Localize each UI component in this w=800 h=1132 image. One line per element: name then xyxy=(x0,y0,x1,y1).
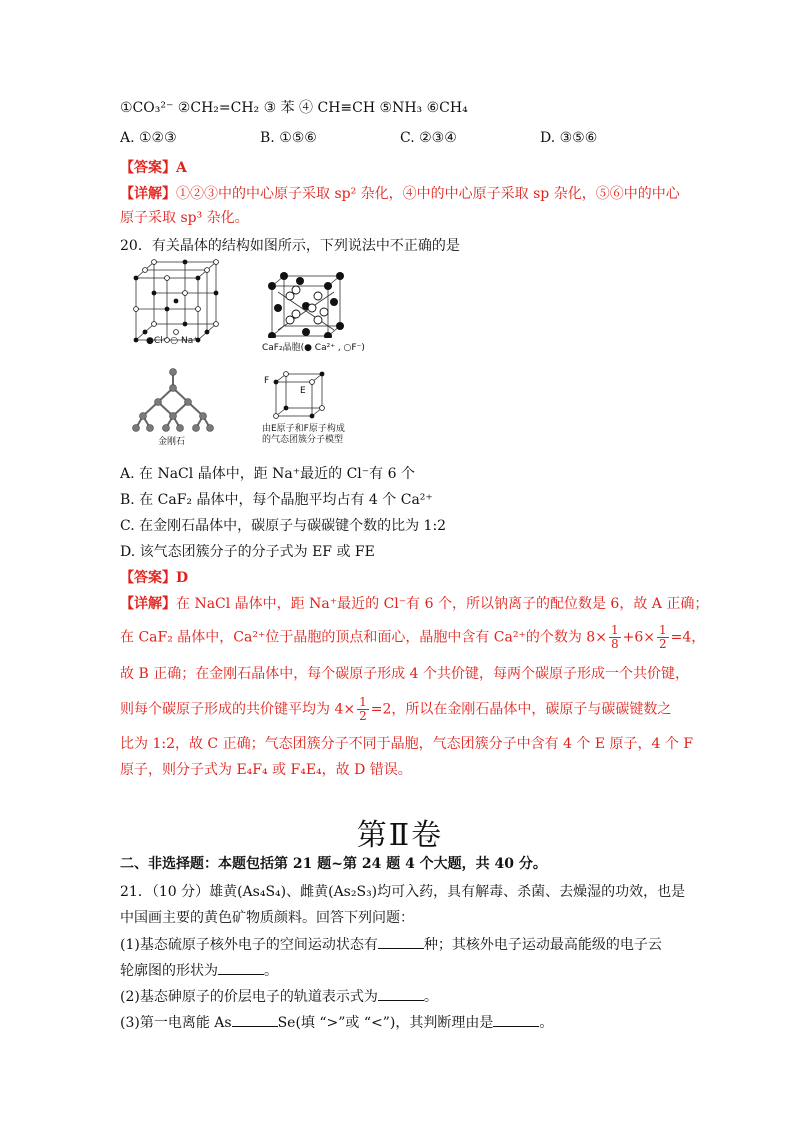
q21-part1-line1 xyxy=(120,934,662,955)
cluster-molecule-figure xyxy=(266,370,328,420)
question-text: (1)基态硫原子核外电子的空间运动状态有 xyxy=(120,937,378,953)
question-text: 种；其核外电子运动最高能级的电子云 xyxy=(423,937,662,953)
q21-part3 xyxy=(120,1012,553,1033)
fraction xyxy=(657,624,669,651)
q20-option-c: C. 在金刚石晶体中，碳原子与碳碳键个数的比为 1:2 xyxy=(120,518,447,534)
cluster-caption xyxy=(262,424,345,446)
answer-blank xyxy=(218,960,264,975)
question-text: (3)第一电离能 As xyxy=(120,1015,232,1031)
q21-stem-line1: 21．（10 分）雄黄(As₄S₄)、雌黄(As₂S₃)均可入药，具有解毒、杀菌、去燥湿的功效，也是 xyxy=(120,884,686,900)
q20-detail-line3: 故 B 正确；在金刚石晶体中，每个碳原子形成 4 个共价键，每两个碳原子形成一个共价键， xyxy=(120,666,689,682)
q20-detail-line1 xyxy=(120,594,708,614)
q21-part1-line2 xyxy=(120,960,278,981)
cluster-label-f: F xyxy=(264,376,270,386)
detail-text: 则每个碳原子形成的共价键平均为 4× xyxy=(120,701,356,718)
caf2-caption: CaF₂晶胞(● Ca²⁺ , ○F⁻) xyxy=(262,343,365,353)
answer-blank xyxy=(232,1012,278,1027)
q19-option-c: C. ②③④ xyxy=(400,130,457,146)
detail-text: +6× xyxy=(622,629,655,646)
answer-blank xyxy=(378,934,424,949)
fraction-denominator: 2 xyxy=(359,709,367,723)
answer-blank xyxy=(493,1012,539,1027)
fraction-numerator: 1 xyxy=(610,623,619,637)
section-title: 第Ⅱ卷 xyxy=(356,818,444,853)
detail-tag: 【详解】 xyxy=(120,596,176,612)
q20-option-b: B. 在 CaF₂ 晶体中，每个晶胞平均占有 4 个 Ca²⁺ xyxy=(120,492,433,508)
q19-option-b: B. ①⑤⑥ xyxy=(260,130,317,146)
q20-detail-line5: 比为 1:2，故 C 正确；气态团簇分子不同于晶胞，气态团簇分子中含有 4 个 E 原子，4 个 F xyxy=(120,736,694,752)
diamond-figure xyxy=(128,366,218,438)
detail-text: =2，所以在金刚石晶体中，碳原子与碳碳键数之 xyxy=(370,701,672,718)
fraction xyxy=(357,696,369,723)
q20-option-a: A. 在 NaCl 晶体中，距 Na⁺最近的 Cl⁻有 6 个 xyxy=(120,466,415,482)
q21-part2 xyxy=(120,986,438,1007)
section2-heading: 二、非选择题：本题包括第 21 题~第 24 题 4 个大题，共 40 分。 xyxy=(120,856,547,872)
question-text: 。 xyxy=(423,989,438,1005)
caf2-cell-figure xyxy=(266,272,346,338)
detail-text: 在 NaCl 晶体中，距 Na⁺最近的 Cl⁻有 6 个，所以钠离子的配位数是 6，故 A 正确； xyxy=(176,596,709,612)
detail-text: ①②③中的中心原子采取 sp² 杂化，④中的中心原子采取 sp 杂化，⑤⑥中的中心 xyxy=(176,186,680,202)
q19-option-d: D. ③⑤⑥ xyxy=(540,130,598,146)
question-text: Se(填 “>”或 “<”)，其判断理由是 xyxy=(277,1015,494,1031)
cluster-caption-line2: 的气态团簇分子模型 xyxy=(262,435,344,445)
q19-option-a: A. ①②③ xyxy=(120,130,177,146)
detail-text: =4， xyxy=(670,629,706,646)
q19-items-line: ①CO₃²⁻ ②CH₂=CH₂ ③ 苯 ④ CH≡CH ⑤NH₃ ⑥CH₄ xyxy=(120,100,468,116)
question-text: (2)基态砷原子的价层电子的轨道表示式为 xyxy=(120,989,378,1005)
q20-stem: 20．有关晶体的结构如图所示，下列说法中不正确的是 xyxy=(120,238,460,254)
q19-answer: 【答案】A xyxy=(120,160,187,176)
cluster-label-e: E xyxy=(300,386,306,396)
q20-option-d: D. 该气态团簇分子的分子式为 EF 或 FE xyxy=(120,544,375,560)
q19-detail-line2: 原子采取 sp³ 杂化。 xyxy=(120,210,249,226)
diamond-caption: 金刚石 xyxy=(158,437,186,447)
detail-text: 在 CaF₂ 晶体中，Ca²⁺位于晶胞的顶点和面心，晶胞中含有 Ca²⁺的个数为 8× xyxy=(120,629,607,646)
fraction-denominator: 2 xyxy=(658,637,667,651)
q19-detail-line1 xyxy=(120,184,680,204)
answer-blank xyxy=(378,986,424,1001)
nacl-caption: ●Cl⁻ ○ Na⁺ xyxy=(146,336,198,346)
q20-detail-line4 xyxy=(120,696,671,723)
question-text: 。 xyxy=(539,1015,554,1031)
q21-stem-line2: 中国画主要的黄色矿物质颜料。回答下列问题： xyxy=(120,910,414,926)
fraction-denominator: 8 xyxy=(610,637,619,651)
fraction-numerator: 1 xyxy=(359,695,367,709)
fraction-numerator: 1 xyxy=(658,623,667,637)
fraction xyxy=(609,624,621,651)
question-text: 。 xyxy=(264,963,278,979)
cluster-caption-line1: 由E原子和F原子构成 xyxy=(262,424,345,434)
question-text: 轮廓图的形状为 xyxy=(120,963,218,979)
q20-detail-line2 xyxy=(120,624,705,651)
q20-detail-line6: 原子，则分子式为 E₄F₄ 或 F₄E₄，故 D 错误。 xyxy=(120,762,412,778)
q20-answer: 【答案】D xyxy=(120,570,189,586)
detail-tag: 【详解】 xyxy=(120,186,176,202)
